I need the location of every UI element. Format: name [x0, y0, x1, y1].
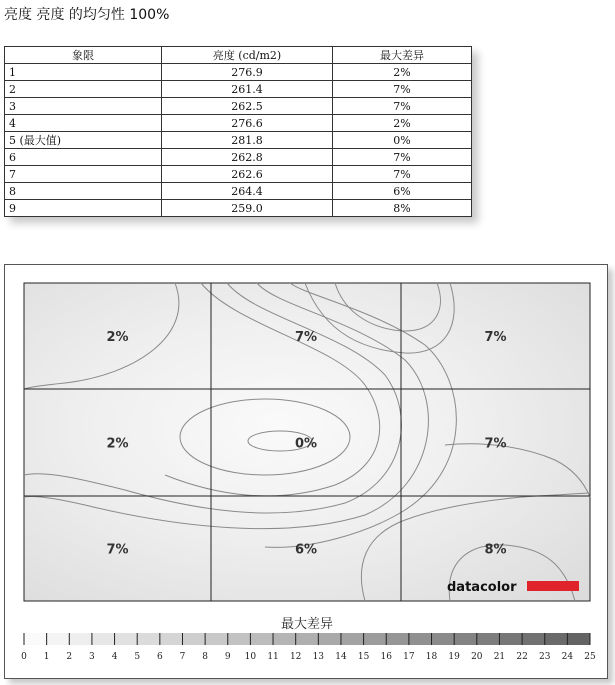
- legend-swatch: [318, 633, 341, 645]
- uniformity-heatmap-panel: [4, 264, 608, 679]
- cell-label: 7%: [484, 436, 507, 452]
- table-row: [5, 183, 472, 200]
- legend-title: 最大差异: [280, 617, 334, 632]
- cell-max-diff: 7%: [333, 149, 472, 166]
- table-row: [5, 149, 472, 166]
- legend-tick-label: 2: [66, 652, 73, 662]
- table-header-row: [5, 47, 472, 64]
- cell-quadrant: 4: [5, 115, 162, 132]
- uniformity-table: [4, 46, 472, 217]
- legend-tick-label: 12: [289, 652, 302, 662]
- legend-swatch: [160, 633, 183, 645]
- legend-tick-label: 1: [43, 652, 50, 662]
- cell-luminance: 261.4: [162, 81, 333, 98]
- legend-swatch: [567, 633, 590, 645]
- header-luminance: 亮度 (cd/m2): [162, 47, 333, 64]
- cell-quadrant: 9: [5, 200, 162, 217]
- legend-swatch: [477, 633, 500, 645]
- cell-quadrant: 5 (最大值): [5, 132, 162, 149]
- legend-swatch: [364, 633, 387, 645]
- legend-tick-label: 22: [516, 652, 528, 662]
- legend-tick-label: 17: [403, 652, 415, 662]
- cell-label: 7%: [484, 330, 507, 345]
- page-title: 亮度 亮度 的均匀性 100%: [4, 7, 170, 23]
- table-row: [5, 132, 472, 149]
- table-row: [5, 98, 472, 115]
- cell-label: 0%: [294, 436, 318, 452]
- legend-tick-label: 16: [380, 652, 392, 662]
- legend-tick-label: 7: [179, 652, 186, 662]
- uniformity-table-container: [4, 46, 472, 217]
- legend-tick-label: 5: [134, 652, 141, 662]
- legend-tick-label: 15: [357, 652, 370, 662]
- cell-quadrant: 2: [5, 81, 162, 98]
- legend-swatch: [47, 633, 70, 645]
- legend-tick-label: 4: [111, 652, 118, 662]
- cell-luminance: 276.9: [162, 64, 333, 81]
- legend-tick-label: 21: [493, 652, 506, 662]
- cell-label: 7%: [106, 542, 129, 558]
- legend-swatch: [250, 633, 273, 645]
- cell-label: 2%: [106, 436, 129, 452]
- table-row: [5, 166, 472, 183]
- cell-quadrant: 6: [5, 149, 162, 166]
- legend-tick-label: 24: [561, 652, 574, 662]
- header-max-diff: 最大差异: [333, 47, 472, 64]
- cell-max-diff: 6%: [333, 183, 472, 200]
- legend-tick-label: 10: [244, 652, 257, 662]
- legend-scale: [21, 633, 596, 662]
- table-row: [5, 81, 472, 98]
- table-row: [5, 64, 472, 81]
- cell-max-diff: 2%: [333, 115, 472, 132]
- cell-label: 7%: [294, 330, 318, 345]
- legend-tick-label: 14: [335, 652, 347, 662]
- legend-swatch: [205, 633, 228, 645]
- cell-label: 6%: [294, 542, 318, 558]
- legend-tick-label: 20: [471, 652, 483, 662]
- cell-max-diff: 0%: [333, 132, 472, 149]
- legend-tick-label: 3: [89, 652, 95, 662]
- cell-luminance: 276.6: [162, 115, 333, 132]
- legend-swatch: [273, 633, 296, 645]
- cell-luminance: 264.4: [162, 183, 333, 200]
- legend-tick-label: 6: [156, 652, 163, 662]
- legend-swatch: [454, 633, 477, 645]
- cell-luminance: 262.8: [162, 149, 333, 166]
- legend-tick-label: 23: [538, 652, 551, 662]
- brand-bar: [527, 581, 579, 591]
- cell-max-diff: 7%: [333, 98, 472, 115]
- legend-tick-label: 0: [21, 652, 27, 662]
- legend-swatch: [522, 633, 545, 645]
- legend-swatch: [182, 633, 205, 645]
- table-row: [5, 200, 472, 217]
- cell-max-diff: 7%: [333, 166, 472, 183]
- legend-swatch: [24, 633, 47, 645]
- brand-text: datacolor: [447, 580, 517, 595]
- cell-luminance: 262.5: [162, 98, 333, 115]
- cell-label: 2%: [106, 330, 129, 345]
- legend-swatch: [69, 633, 92, 645]
- cell-max-diff: 2%: [333, 64, 472, 81]
- legend-tick-label: 13: [312, 652, 325, 662]
- legend-tick-label: 18: [425, 652, 438, 662]
- table-row: [5, 115, 472, 132]
- legend-swatch: [545, 633, 568, 645]
- legend-swatch: [137, 633, 160, 645]
- uniformity-heatmap: [5, 265, 607, 678]
- cell-luminance: 259.0: [162, 200, 333, 217]
- cell-label: 8%: [484, 542, 507, 558]
- legend-tick-label: 9: [224, 652, 231, 662]
- legend-swatch: [386, 633, 409, 645]
- cell-quadrant: 7: [5, 166, 162, 183]
- legend-swatch: [296, 633, 319, 645]
- cell-max-diff: 8%: [333, 200, 472, 217]
- legend-swatch: [115, 633, 138, 645]
- cell-max-diff: 7%: [333, 81, 472, 98]
- cell-quadrant: 8: [5, 183, 162, 200]
- cell-quadrant: 1: [5, 64, 162, 81]
- legend-swatch: [92, 633, 115, 645]
- legend-swatch: [432, 633, 455, 645]
- cell-luminance: 281.8: [162, 132, 333, 149]
- legend-swatch: [228, 633, 251, 645]
- cell-quadrant: 3: [5, 98, 162, 115]
- legend-tick-label: 25: [584, 652, 596, 662]
- legend-tick-label: 8: [202, 652, 208, 662]
- header-quadrant: 象限: [5, 47, 162, 64]
- legend-swatch: [341, 633, 364, 645]
- legend-swatch: [499, 633, 522, 645]
- legend-tick-label: 11: [267, 652, 279, 662]
- cell-luminance: 262.6: [162, 166, 333, 183]
- legend-tick-label: 19: [448, 652, 460, 662]
- legend-swatch: [409, 633, 432, 645]
